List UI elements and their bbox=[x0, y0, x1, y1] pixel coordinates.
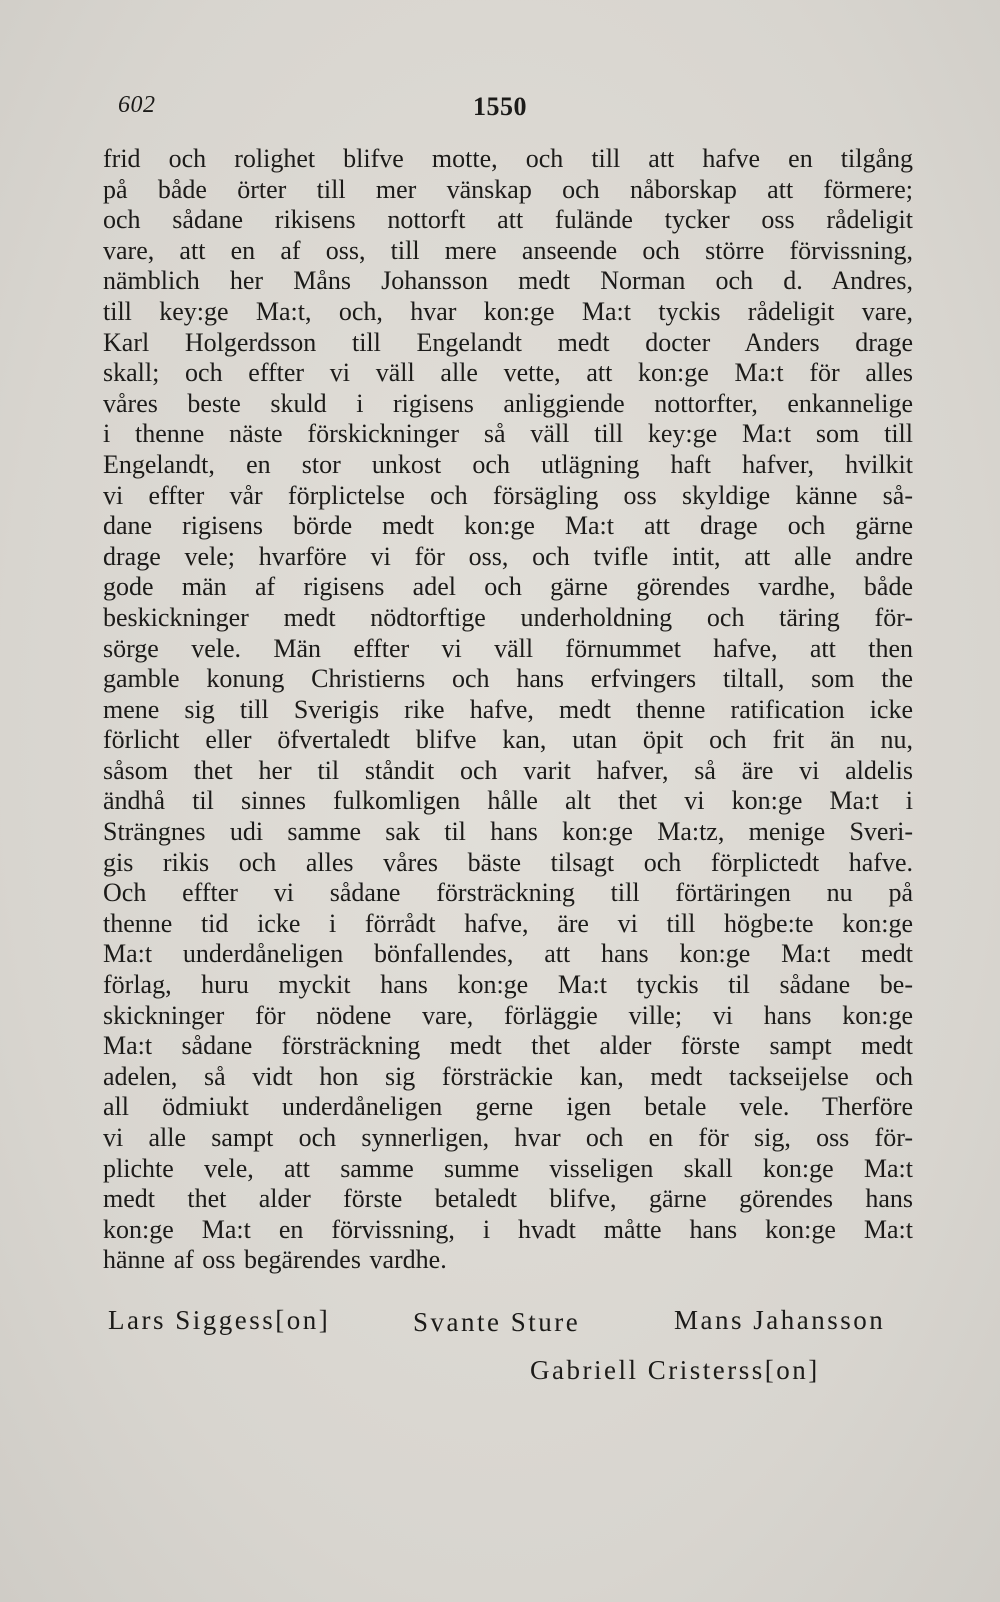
text-line: mene sig till Sverigis rike hafve, medt thenne ratification icke bbox=[103, 694, 913, 724]
page-number: 602 bbox=[118, 92, 156, 118]
text-line: gis rikis och alles våres bäste tilsagt och förplictedt hafve. bbox=[103, 847, 913, 877]
text-line: plichte vele, att samme summe visseligen skall kon:ge Ma:t bbox=[103, 1153, 913, 1183]
text-line: adelen, så vidt hon sig försträckie kan, medt tackseijelse och bbox=[103, 1061, 913, 1091]
text-line: thenne tid icke i förrådt hafve, äre vi till högbe:te kon:ge bbox=[103, 908, 913, 938]
signature-block bbox=[108, 1305, 928, 1405]
page-header-year: 1550 bbox=[473, 92, 527, 121]
text-line: Ma:t underdåneligen bönfallendes, att hans kon:ge Ma:t medt bbox=[103, 939, 913, 969]
text-line: våres beste skuld i rigisens anliggiende nottorfter, enkannelige bbox=[103, 388, 913, 418]
text-line: vi alle sampt och synnerligen, hvar och en för sig, oss för- bbox=[103, 1123, 913, 1152]
text-line: vi effter vår förplictelse och försägling oss skyldige känne så- bbox=[103, 480, 913, 510]
text-line: nämblich her Måns Johansson medt Norman och d. Andres, bbox=[103, 266, 913, 296]
signature-gabriell-cristersson: Gabriell Cristerss[on] bbox=[530, 1355, 820, 1385]
text-line: kon:ge Ma:t en förvissning, i hvadt måtte hans kon:ge Ma:t bbox=[103, 1214, 913, 1244]
text-line: skickninger för nödene vare, förläggie ville; vi hans kon:ge bbox=[103, 1000, 913, 1030]
text-line: drage vele; hvarföre vi för oss, och tvifle intit, att alle andre bbox=[103, 541, 913, 571]
text-line: Och effter vi sådane försträckning till förtäringen nu på bbox=[103, 878, 913, 908]
text-line: all ödmiukt underdåneligen gerne igen betale vele. Therföre bbox=[103, 1092, 913, 1122]
text-line: sörge vele. Män effter vi väll förnummet hafve, att then bbox=[103, 633, 913, 663]
text-line: på både örter till mer vänskap och nåborskap att förmere; bbox=[103, 174, 913, 204]
text-line: beskickninger medt nödtorftige underholdning och täring för- bbox=[103, 602, 913, 632]
text-line: Strängnes udi samme sak til hans kon:ge Ma:tz, menige Sveri- bbox=[103, 817, 913, 847]
text-line: skall; och effter vi väll alle vette, att kon:ge Ma:t för alles bbox=[103, 358, 913, 388]
text-line: i thenne näste förskickninger så väll till key:ge Ma:t som till bbox=[103, 419, 913, 449]
text-line-last: hänne af oss begärendes vardhe. bbox=[103, 1245, 447, 1275]
text-line: förlag, huru myckit hans kon:ge Ma:t tyckis til sådane be- bbox=[103, 970, 913, 1000]
text-line: Engelandt, en stor unkost och utlägning haft hafver, hvilkit bbox=[103, 449, 913, 479]
body-text bbox=[103, 144, 913, 1276]
text-line: förlicht eller öfvertaledt blifve kan, utan öpit och frit än nu, bbox=[103, 725, 913, 755]
text-line: gode män af rigisens adel och gärne görendes vardhe, både bbox=[103, 572, 913, 602]
signature-lars-siggesson: Lars Siggess[on] bbox=[108, 1305, 331, 1335]
text-line: ändhå til sinnes fulkomligen hålle alt thet vi kon:ge Ma:t i bbox=[103, 786, 913, 816]
text-line: till key:ge Ma:t, och, hvar kon:ge Ma:t tyckis rådeligit vare, bbox=[103, 296, 913, 326]
text-line: Ma:t sådane försträckning medt thet alder förste sampt medt bbox=[103, 1031, 913, 1061]
text-line: såsom thet her til ståndit och varit hafver, så äre vi aldelis bbox=[103, 755, 913, 785]
signature-mans-jahansson: Mans Jahansson bbox=[674, 1305, 886, 1335]
text-line: frid och rolighet blifve motte, och till att hafve en tilgång bbox=[103, 144, 913, 173]
text-line: gamble konung Christierns och hans erfvingers tiltall, som the bbox=[103, 664, 913, 694]
signature-svante-sture: Svante Sture bbox=[413, 1307, 581, 1337]
text-line: vare, att en af oss, till mere anseende och större förvissning, bbox=[103, 235, 913, 265]
text-line: medt thet alder förste betaledt blifve, gärne görendes hans bbox=[103, 1184, 913, 1214]
text-line: och sådane rikisens nottorft att fulände tycker oss rådeligit bbox=[103, 205, 913, 235]
text-line: Karl Holgerdsson till Engelandt medt docter Anders drage bbox=[103, 327, 913, 357]
text-line: dane rigisens börde medt kon:ge Ma:t att drage och gärne bbox=[103, 511, 913, 541]
